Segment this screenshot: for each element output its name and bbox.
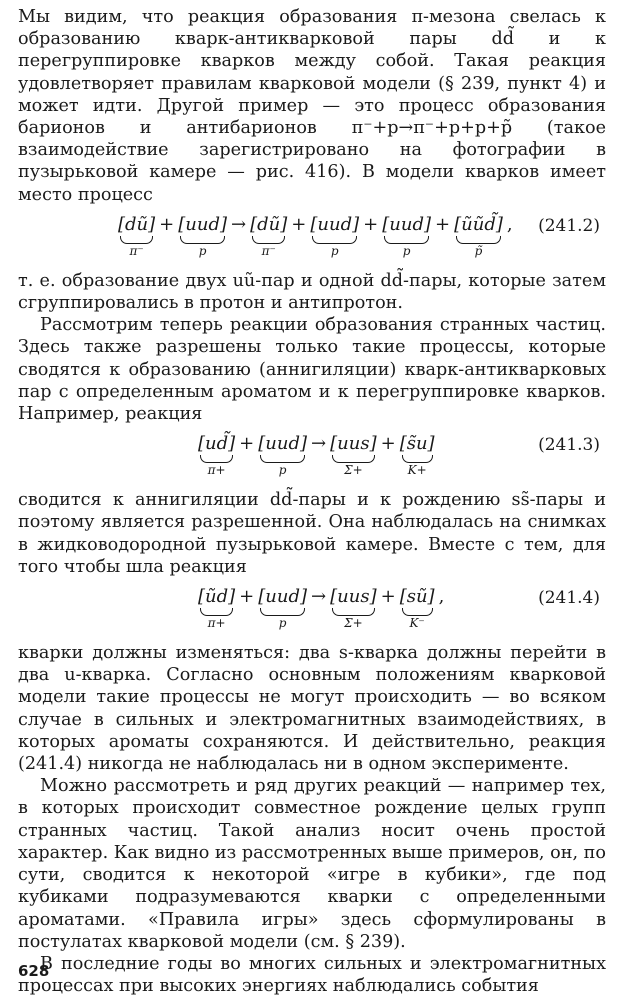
paragraph-1: Мы видим, что реакция образования π-мезона свелась к образованию кварк-антикварковой пары dd̃ и к перегруппировке кварков между собой. Такая реакция удовлетворяет правилам кварковой модели (§ 239, пункт 4) и может идти. Другой пример — это процесс образования барионов и антибарионов π⁻+p→π⁻+p+p+p̃ (такое взаимодействие зарегистрировано на фотографии в пузырьковой камере — рис. 416). В модели кварков имеет место процесс [18,7,606,205]
equation-number: (241.2) [538,215,600,236]
eq-term: [ũd] π+ [198,586,236,631]
equation-formula [198,586,448,632]
eq-term: [dũ] π⁻ [250,213,288,258]
page-body [18,6,606,997]
paragraph-6: Можно рассмотреть и ряд других реакций — например тех, в которых происходит совместное рождение целых групп странных частиц. Такой анализ носит очень простой характер. Как видно из рассмотренных выше примеров, он, по сути, сводится к некоторой «игре в кубики», где под кубиками подразумеваются кварки с определенными ароматами. «Правила игры» здесь сформулированы в постулатах кварковой модели (см. § 239). [18,776,606,952]
paragraph-4: сводится к аннигиляции dd̃-пары и к рождению ss̃-пары и поэтому является разрешенной. Она наблюдалась на снимках в жидководородной пузырьковой камере. Вместе с тем, для того чтобы шла реакция [18,490,606,577]
paragraph-5: кварки должны изменяться: два s-кварка должны перейти в два u-кварка. Согласно основным положениям кварковой модели такие процессы не могут происходить — во всяком случае в сильных и электромагнитных взаимодействиях, в которых ароматы сохраняются. И действительно, реакция (241.4) никогда не наблюдалась ни в одном эксперименте. [18,643,606,775]
eq-term: [uud] p [382,213,432,258]
eq-operator: + [380,586,396,608]
eq-operator: + [435,213,451,235]
eq-term: [uud] p [258,433,308,478]
eq-operator: → [311,586,327,608]
eq-term: [uud] p [258,586,308,631]
eq-term: [ud̃] π+ [198,433,236,478]
equation-formula [198,433,435,479]
equation-number: (241.4) [538,588,600,609]
eq-operator: + [363,213,379,235]
eq-operator: + [239,586,255,608]
equation-241-3 [18,425,606,489]
eq-term: [ũũd̃] p̃ [454,213,503,258]
equation-241-4 [18,578,606,642]
eq-term: [dũ] π⁻ [118,213,156,258]
eq-term: [s̃u] K+ [399,433,435,478]
eq-operator: → [231,213,247,235]
equation-241-2 [18,206,606,270]
page-number: 628 [18,962,50,980]
eq-punctuation: , [438,586,445,608]
eq-term: [uus] Σ+ [330,433,377,478]
eq-term: [uud] p [310,213,360,258]
paragraph-2: т. е. образование двух uũ-пар и одной dd̃-пары, которые затем сгруппировались в протон и антипротон. [18,270,606,314]
eq-operator: + [380,433,396,455]
equation-formula [118,214,517,260]
paragraph-3: Рассмотрим теперь реакции образования странных частиц. Здесь также разрешены только такие процессы, которые сводятся к образованию (аннигиляции) кварк-антикварковых пар с определенным ароматом и к перегруппировке кварков. Например, реакция [18,315,606,425]
eq-term: [sũ] K⁻ [399,586,435,631]
eq-operator: + [159,213,175,235]
paragraph-7: В последние годы во многих сильных и электромагнитных процессах при высоких энергиях наблюдались события [18,953,606,997]
eq-punctuation: , [506,213,513,235]
eq-operator: + [291,213,307,235]
eq-operator: + [239,433,255,455]
eq-operator: → [311,433,327,455]
eq-term: [uud] p [178,213,228,258]
equation-number: (241.3) [538,435,600,456]
eq-term: [uus] Σ+ [330,586,377,631]
